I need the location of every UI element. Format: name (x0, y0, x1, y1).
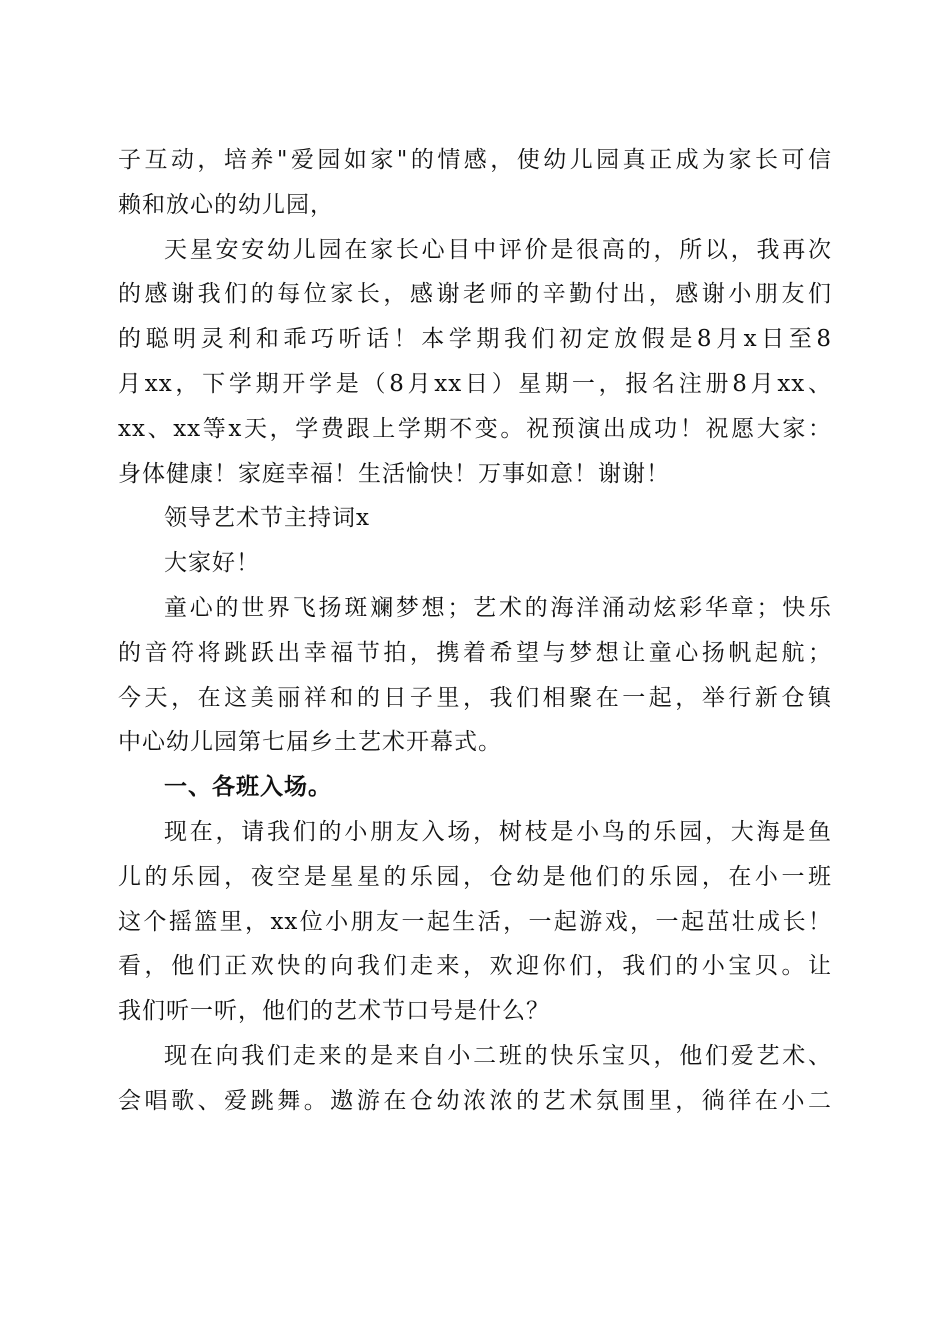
section-title: 领导艺术节主持词x (164, 505, 370, 532)
text-line: 今天，在这美丽祥和的日子里，我们相聚在一起，举行新仓镇 (118, 684, 832, 711)
text-line: 的聪明灵利和乖巧听话！本学期我们初定放假是8月x日至8 (118, 326, 832, 353)
text-line: 的感谢我们的每位家长，感谢老师的辛勤付出，感谢小朋友们 (118, 281, 832, 308)
text-line: 现在，请我们的小朋友入场，树枝是小鸟的乐园，大海是鱼 (164, 818, 832, 845)
text-line: 这个摇篮里，xx位小朋友一起生活，一起游戏，一起茁壮成长！ (118, 908, 832, 935)
section-heading: 一、各班入场。 (164, 774, 332, 801)
text-line: xx、xx等x天，学费跟上学期不变。祝预演出成功！祝愿大家： (118, 415, 832, 442)
text-line: 子互动，培养"爱园如家"的情感，使幼儿园真正成为家长可信 (118, 147, 832, 173)
text-line: 看，他们正欢快的向我们走来，欢迎你们，我们的小宝贝。让 (118, 953, 832, 980)
text-line: 我们听一听，他们的艺术节口号是什么？ (118, 998, 550, 1025)
text-line: 身体健康！家庭幸福！生活愉快！万事如意！谢谢！ (118, 460, 670, 487)
document-body (118, 138, 832, 1124)
text-line: 中心幼儿园第七届乡土艺术开幕式。 (118, 729, 502, 756)
text-line: 天星安安幼儿园在家长心目中评价是很高的，所以，我再次 (164, 236, 832, 263)
text-line: 童心的世界飞扬斑斓梦想；艺术的海洋涌动炫彩华章；快乐 (164, 594, 832, 621)
text-line: 现在向我们走来的是来自小二班的快乐宝贝，他们爱艺术、 (164, 1042, 832, 1069)
text-line: 赖和放心的幼儿园， (118, 191, 334, 218)
greeting-line: 大家好！ (164, 550, 260, 577)
text-line: 的音符将跳跃出幸福节拍，携着希望与梦想让童心扬帆起航； (118, 639, 832, 666)
text-line: 会唱歌、爱跳舞。遨游在仓幼浓浓的艺术氛围里，徜徉在小二 (118, 1087, 832, 1114)
text-line: 月xx，下学期开学是（8月xx日）星期一，报名注册8月xx、 (118, 370, 832, 397)
text-line: 儿的乐园，夜空是星星的乐园，仓幼是他们的乐园，在小一班 (118, 863, 832, 890)
